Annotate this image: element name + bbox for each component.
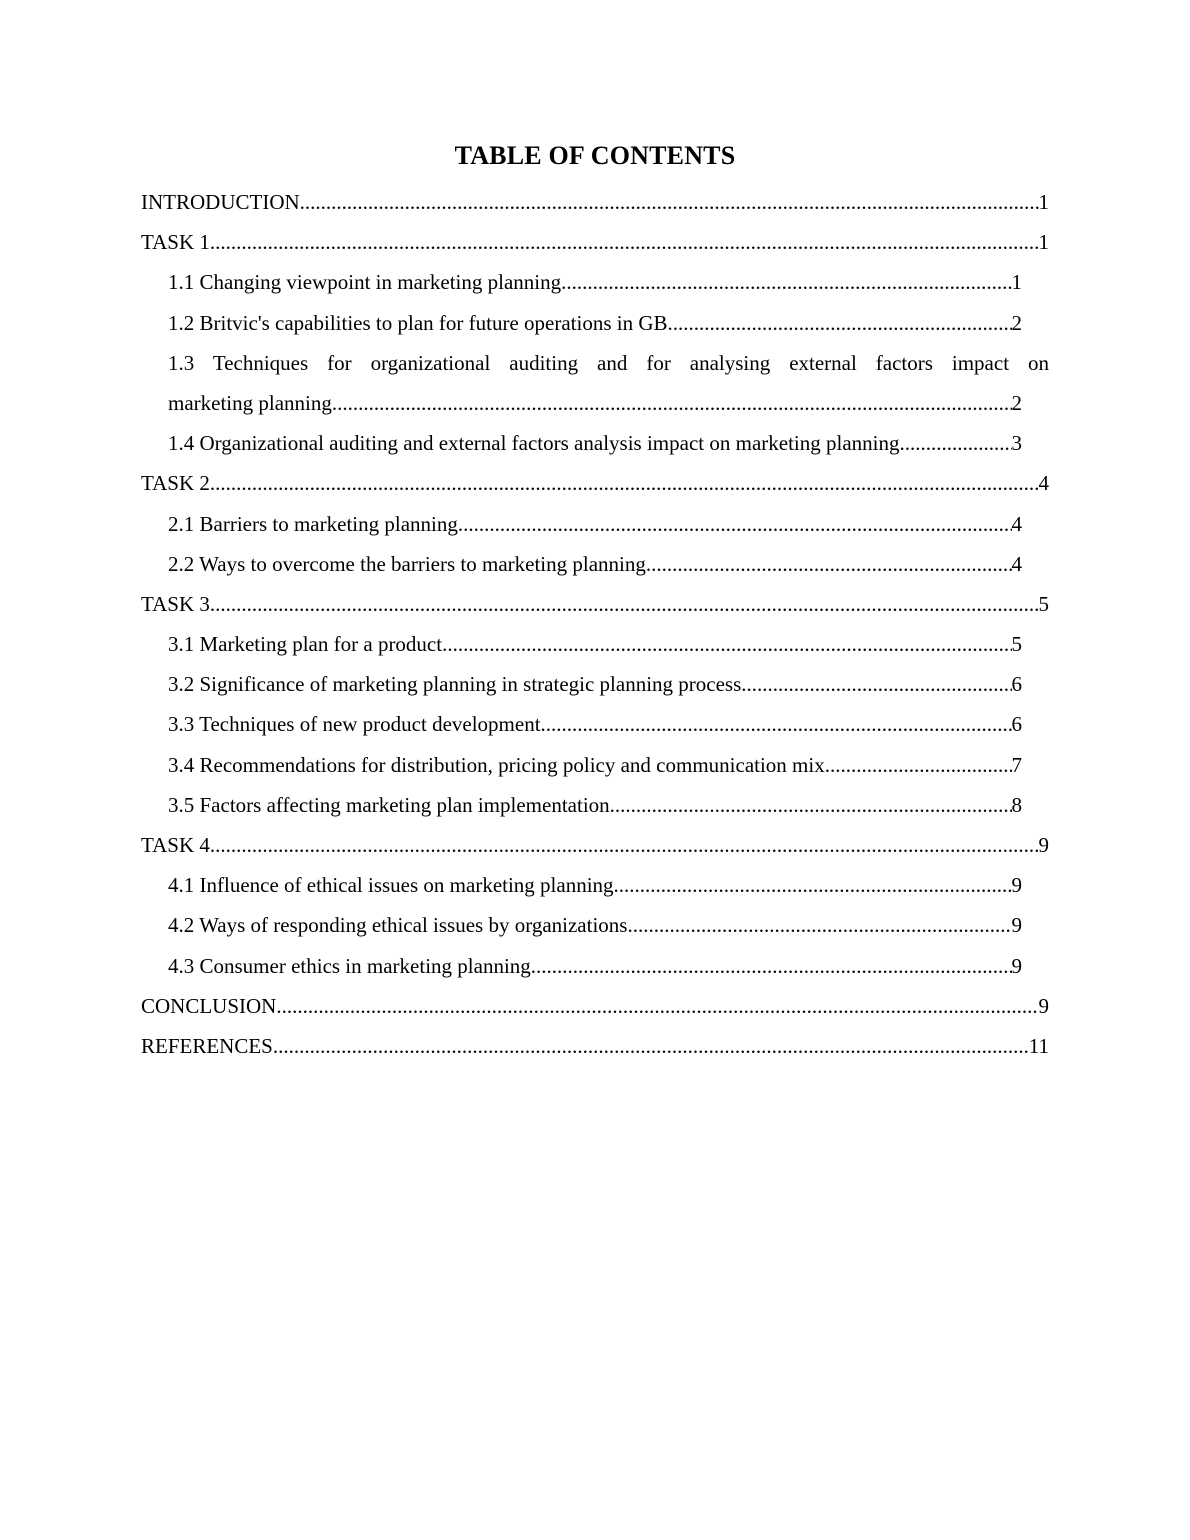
toc-page-number: 4 bbox=[1011, 511, 1022, 536]
page-title: TABLE OF CONTENTS bbox=[454, 141, 736, 170]
dot-leader bbox=[627, 905, 1011, 945]
toc-page-number: 8 bbox=[1011, 792, 1022, 817]
toc-entry-label: 3.1 Marketing plan for a product bbox=[168, 632, 443, 657]
dot-leader bbox=[561, 262, 1011, 302]
dot-leader bbox=[210, 825, 1039, 865]
toc-entry-3-5[interactable] bbox=[168, 785, 1022, 825]
toc-page-number: 9 bbox=[1011, 873, 1022, 898]
toc-entry-label: 3.2 Significance of marketing planning in strategic planning process bbox=[168, 672, 742, 697]
toc-page-number: 3 bbox=[1011, 431, 1022, 456]
toc-entry-2-2[interactable] bbox=[168, 544, 1022, 584]
toc-page-number: 1 bbox=[1038, 190, 1049, 214]
toc-list bbox=[141, 182, 1049, 1066]
dot-leader bbox=[210, 463, 1039, 503]
toc-entry-label: 4.3 Consumer ethics in marketing planning bbox=[168, 953, 531, 978]
toc-page-number: 9 bbox=[1011, 953, 1022, 978]
toc-entry-label: 1.2 Britvic's capabilities to plan for future operations in GB bbox=[168, 310, 668, 335]
toc-entry-introduction[interactable] bbox=[141, 182, 1049, 222]
toc-entry-label: REFERENCES bbox=[141, 1033, 273, 1058]
toc-page-number: 4 bbox=[1038, 471, 1049, 496]
toc-page-number: 4 bbox=[1011, 551, 1022, 576]
toc-page-number: 2 bbox=[1011, 310, 1022, 335]
toc-entry-label: 1.1 Changing viewpoint in marketing planning bbox=[168, 270, 562, 295]
toc-entry-1-2[interactable] bbox=[168, 303, 1022, 343]
toc-entry-label: 4.1 Influence of ethical issues on marketing planning bbox=[168, 873, 614, 898]
toc-entry-label: INTRODUCTION bbox=[141, 190, 300, 214]
toc-page-number: 1 bbox=[1011, 270, 1022, 295]
toc-entry-4-2[interactable] bbox=[168, 905, 1022, 945]
toc-entry-label: 1.4 Organizational auditing and external factors analysis impact on marketing planning bbox=[168, 431, 900, 456]
toc-entry-label: TASK 1 bbox=[141, 230, 210, 255]
toc-entry-task-3[interactable] bbox=[141, 584, 1049, 624]
dot-leader bbox=[741, 664, 1011, 704]
toc-page-number: 9 bbox=[1011, 913, 1022, 938]
toc-page-number: 9 bbox=[1038, 833, 1049, 858]
dot-leader bbox=[332, 383, 1012, 423]
toc-page-number: 6 bbox=[1011, 712, 1022, 737]
dot-leader bbox=[442, 624, 1011, 664]
toc-entry-3-3[interactable] bbox=[168, 704, 1022, 744]
toc-entry-1-3[interactable] bbox=[168, 343, 1049, 423]
dot-leader bbox=[273, 1026, 1029, 1066]
toc-entry-task-1[interactable] bbox=[141, 222, 1049, 262]
dot-leader bbox=[614, 865, 1012, 905]
dot-leader bbox=[210, 584, 1039, 624]
dot-leader bbox=[300, 182, 1039, 222]
toc-page-number: 7 bbox=[1011, 752, 1022, 777]
toc-entry-label: 3.5 Factors affecting marketing plan implementation bbox=[168, 792, 610, 817]
dot-leader bbox=[276, 986, 1038, 1026]
toc-entry-label: TASK 3 bbox=[141, 591, 210, 616]
toc-entry-3-2[interactable] bbox=[168, 664, 1022, 704]
toc-page-number: 11 bbox=[1028, 1033, 1049, 1058]
toc-page-number: 6 bbox=[1011, 672, 1022, 697]
toc-entry-conclusion[interactable] bbox=[141, 986, 1049, 1026]
toc-page-number: 5 bbox=[1038, 591, 1049, 616]
dot-leader bbox=[646, 544, 1012, 584]
toc-page-number: 9 bbox=[1038, 993, 1049, 1018]
toc-page-number: 5 bbox=[1011, 632, 1022, 657]
toc-entry-label: 2.2 Ways to overcome the barriers to marketing planning bbox=[168, 551, 646, 576]
dot-leader bbox=[899, 423, 1011, 463]
dot-leader bbox=[541, 704, 1012, 744]
toc-entry-label: TASK 2 bbox=[141, 471, 210, 496]
toc-entry-1-1[interactable] bbox=[168, 262, 1022, 302]
toc-entry-4-1[interactable] bbox=[168, 865, 1022, 905]
dot-leader bbox=[668, 303, 1012, 343]
dot-leader bbox=[610, 785, 1012, 825]
toc-entry-label: 2.1 Barriers to marketing planning bbox=[168, 511, 458, 536]
dot-leader bbox=[825, 745, 1012, 785]
toc-entry-label-line1: 1.3 Techniques for organizational auditing and for analysing external factors impact on bbox=[168, 350, 1049, 375]
toc-page-number: 2 bbox=[1011, 390, 1022, 415]
toc-entry-label: TASK 4 bbox=[141, 833, 210, 858]
toc-entry-task-4[interactable] bbox=[141, 825, 1049, 865]
dot-leader bbox=[210, 222, 1039, 262]
toc-entry-label: 3.3 Techniques of new product development bbox=[168, 712, 541, 737]
toc-entry-3-4[interactable] bbox=[168, 745, 1022, 785]
toc-entry-3-1[interactable] bbox=[168, 624, 1022, 664]
toc-entry-1-4[interactable] bbox=[168, 423, 1022, 463]
toc-entry-label: CONCLUSION bbox=[141, 993, 277, 1018]
toc-entry-label: 3.4 Recommendations for distribution, pricing policy and communication mix bbox=[168, 752, 825, 777]
dot-leader bbox=[458, 504, 1012, 544]
toc-entry-task-2[interactable] bbox=[141, 463, 1049, 503]
toc-entry-2-1[interactable] bbox=[168, 504, 1022, 544]
toc-page-number: 1 bbox=[1038, 230, 1049, 255]
dot-leader bbox=[531, 946, 1012, 986]
toc-entry-label-line2: marketing planning bbox=[168, 390, 332, 415]
toc-entry-label: 4.2 Ways of responding ethical issues by organizations bbox=[168, 913, 628, 938]
toc-entry-references[interactable] bbox=[141, 1026, 1049, 1066]
toc-entry-4-3[interactable] bbox=[168, 946, 1022, 986]
